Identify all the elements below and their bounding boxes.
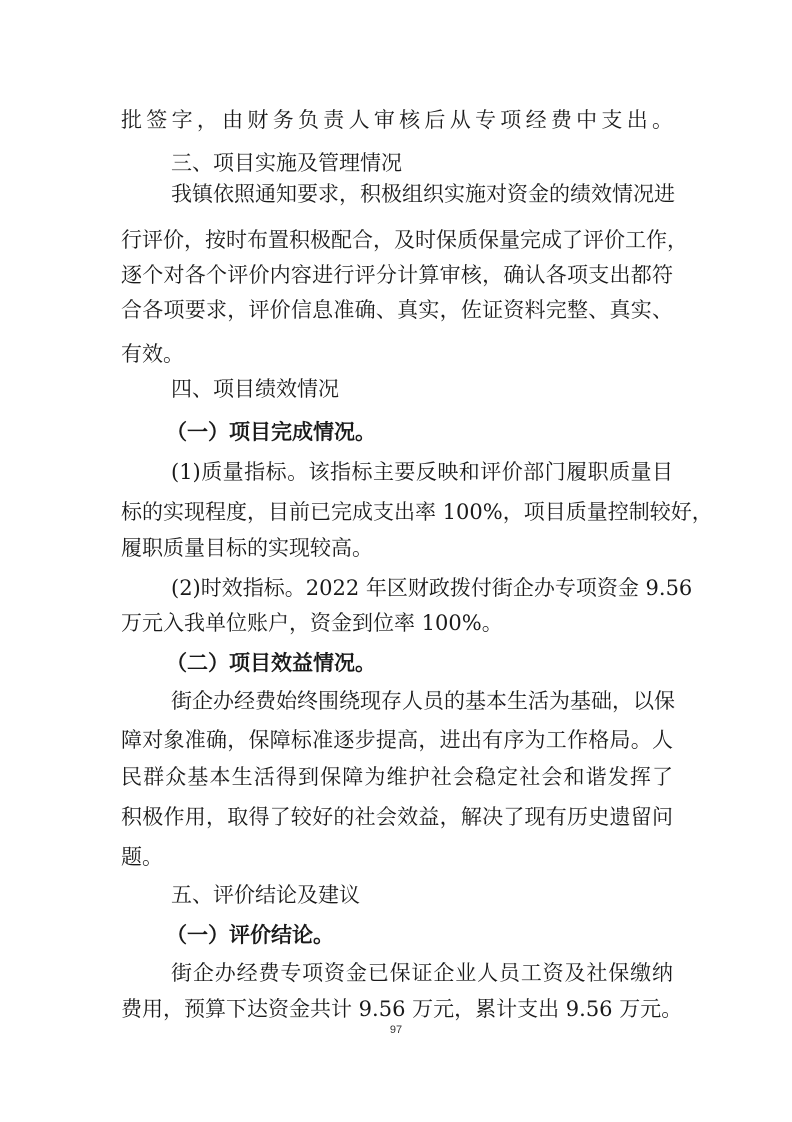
section-heading: 三、项目实施及管理情况 [171,151,402,175]
body-text-line: 我镇依照通知要求，积极组织实施对资金的绩效情况进 [171,182,675,206]
body-text-line: 行评价，按时布置积极配合，及时保质保量完成了评价工作， [121,228,688,252]
subsection-heading: （一）评价结论。 [166,922,334,947]
body-text-line: 积极作用，取得了较好的社会效益，解决了现有历史遗留问 [121,805,673,829]
subsection-heading: （二）项目效益情况。 [166,650,376,675]
body-text-line: 合各项要求，评价信息准确、真实，佐证资料完整、真实、 [121,298,673,322]
body-text-line: (2)时效指标。2022 年区财政拨付街企办专项资金 9.56 [171,576,693,600]
body-text-line: 逐个对各个评价内容进行评分计算审核，确认各项支出都符 [121,263,673,287]
body-text-line: 批签字，由财务负责人审核后从专项经费中支出。 [121,108,673,132]
body-text-line: 街企办经费始终围绕现存人员的基本生活为基础，以保 [171,689,675,713]
body-text-line: 街企办经费专项资金已保证企业人员工资及社保缴纳 [171,961,673,985]
body-text-line: 费用，预算下达资金共计 9.56 万元，累计支出 9.56 万元。 [121,997,683,1021]
body-text-line: 障对象准确，保障标准逐步提高，进出有序为工作格局。人 [121,728,673,752]
section-heading: 四、项目绩效情况 [171,377,339,401]
body-text-line: (1)质量指标。该指标主要反映和评价部门履职质量目 [171,460,673,484]
body-text-line: 万元入我单位账户，资金到位率 100%。 [121,611,503,635]
section-heading: 五、评价结论及建议 [171,883,360,907]
body-text-line: 履职质量目标的实现较高。 [121,536,373,560]
body-text-line: 有效。 [121,342,184,366]
body-text-line: 民群众基本生活得到保障为维护社会稳定社会和谐发挥了 [121,765,673,789]
page-number: 97 [389,1024,403,1036]
body-text-line: 标的实现程度，目前已完成支出率 100%，项目质量控制较好， [121,500,713,524]
body-text-line: 题。 [121,845,163,869]
subsection-heading: （一）项目完成情况。 [166,419,376,444]
